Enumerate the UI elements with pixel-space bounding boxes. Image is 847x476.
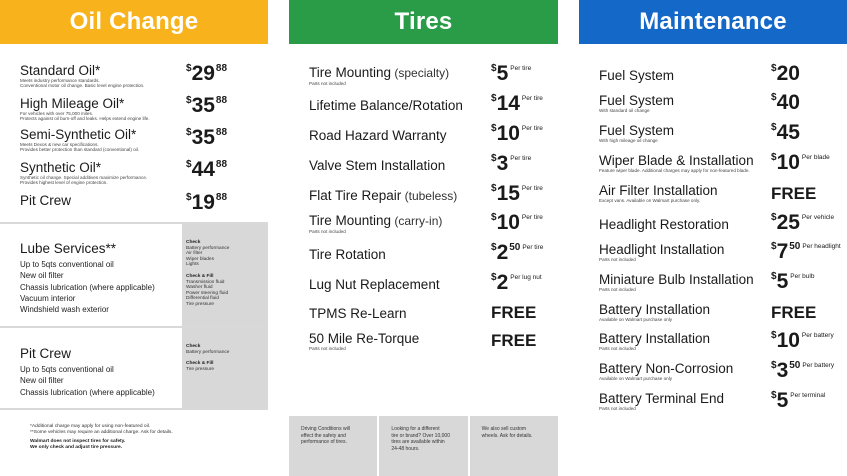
price-unit: Per headlight <box>802 243 841 250</box>
price-free: FREE <box>771 184 817 203</box>
price-dollars: 35 <box>191 94 215 117</box>
price-unit: Per tire <box>510 65 532 72</box>
price-standard-oil <box>186 63 227 84</box>
price-air-filter-installation <box>771 185 816 203</box>
package-line: Chassis lubrication (where applicable) <box>20 387 155 397</box>
check-item: Wiper blades <box>186 256 214 262</box>
price-dollars: 2 <box>496 271 509 294</box>
price-cents: 50 <box>789 360 801 371</box>
price-unit: Per battery <box>802 362 835 369</box>
pit-crew-list <box>20 346 170 398</box>
service-name: Lug Nut Replacement <box>309 277 440 292</box>
tires-header: Tires <box>289 0 558 44</box>
oil-footnotes <box>30 424 260 451</box>
note-line: tires are available within <box>391 439 445 446</box>
package-line: Up to 5qts conventional oil <box>20 365 114 374</box>
currency-symbol: $ <box>491 93 497 104</box>
price-unit: Per blade <box>801 154 830 161</box>
lube-services-list <box>20 241 170 315</box>
price-unit: Per vehicle <box>801 214 835 221</box>
service-desc: Except vans. Available on Walmart purchase only. <box>599 198 701 203</box>
price-battery-terminal-end <box>771 390 825 411</box>
tires-footer-note <box>379 416 467 476</box>
price-50-mile-re-torque <box>491 332 536 350</box>
footnote-bold: We only check and adjust tire pressure. <box>30 445 123 450</box>
currency-symbol: $ <box>771 152 777 163</box>
service-desc: Parts not included <box>599 406 636 411</box>
oil-change-header: Oil Change <box>0 0 268 44</box>
service-desc: Parts not included <box>599 346 636 351</box>
service-name: Fuel System <box>599 93 675 108</box>
price-dollars: 2 <box>496 241 509 264</box>
service-desc: Protects against oil burn-off and leaks. Helps extend engine life. <box>20 116 150 122</box>
price-unit: Per lug nut <box>510 274 542 281</box>
price-miniature-bulb-installation <box>771 271 814 292</box>
note-line: tire or brand? Over 10,000 <box>391 432 450 439</box>
price-lug-nut-replacement <box>491 272 542 293</box>
price-unit: Per battery <box>801 332 834 339</box>
service-name: Battery Installation <box>599 331 711 346</box>
fill-item: Washer fluid <box>186 285 213 291</box>
service-desc: Conventional motor oil change. Basic level engine protection. <box>20 83 145 89</box>
service-name: Tire Rotation <box>309 247 386 262</box>
note-line: Looking for a different <box>391 426 440 432</box>
service-name: Battery Installation <box>599 302 711 317</box>
note-line: Driving Conditions will <box>301 426 350 432</box>
service-name: Fuel System <box>599 68 675 83</box>
currency-symbol: $ <box>491 183 497 194</box>
lube-check-panel <box>182 224 268 326</box>
price-dollars: 10 <box>776 329 800 352</box>
price-free: FREE <box>771 303 817 322</box>
oil-change-column <box>0 0 268 476</box>
footnote: **Some vehicles may require an additional charge. Ask for details. <box>30 430 173 435</box>
check-item: Lights <box>186 262 199 268</box>
service-desc: Available on Walmart purchase only <box>599 317 673 322</box>
price-dollars: 45 <box>776 121 800 144</box>
service-desc: For vehicles with over 75,000 miles. <box>20 111 94 116</box>
service-name: Headlight Restoration <box>599 217 729 232</box>
service-name: Semi-Synthetic Oil* <box>20 127 137 142</box>
price-cents: 88 <box>215 95 228 106</box>
price-dollars: 10 <box>496 211 520 234</box>
currency-symbol: $ <box>491 272 497 283</box>
price-dollars: 29 <box>191 62 215 85</box>
service-name: Wiper Blade & Installation <box>599 153 754 168</box>
price-unit: Per tire <box>521 214 543 221</box>
lube-services-package <box>0 224 268 326</box>
price-fuel-system-high-mileage <box>771 122 800 143</box>
price-dollars: 20 <box>776 62 800 85</box>
price-dollars: 15 <box>496 182 520 205</box>
price-dollars: 25 <box>776 211 800 234</box>
footnote-bold: Walmart does not inspect tires for safety. <box>30 439 126 444</box>
price-pit-crew <box>186 192 227 213</box>
price-unit: Per tire <box>521 185 543 192</box>
service-desc: Provides better protection than standard (conventional) oil. <box>20 147 139 153</box>
tires-column <box>289 0 558 476</box>
service-desc: Synthetic oil change. Special additives maximize performance. <box>20 175 148 180</box>
check-item: Battery performance <box>186 349 230 355</box>
price-cents: 50 <box>789 241 801 252</box>
currency-symbol: $ <box>771 330 777 341</box>
package-title: Lube Services** <box>20 241 117 256</box>
currency-symbol: $ <box>186 159 192 170</box>
price-unit: Per tire <box>521 125 543 132</box>
currency-symbol: $ <box>491 63 497 74</box>
service-desc: Parts not included <box>309 229 346 234</box>
price-battery-installation <box>771 330 834 351</box>
price-tire-rotation <box>491 242 543 263</box>
check-heading: Check <box>186 240 201 245</box>
service-name: TPMS Re-Learn <box>309 306 407 321</box>
price-unit: Per tire <box>522 244 544 251</box>
price-free: FREE <box>491 303 537 322</box>
price-cents: 88 <box>215 63 228 74</box>
currency-symbol: $ <box>491 153 497 164</box>
divider <box>0 408 268 410</box>
price-fuel-system-standard <box>771 92 800 113</box>
price-tire-mounting-carry-in <box>491 212 543 233</box>
fill-item: Transmission fluid <box>186 279 225 285</box>
currency-symbol: $ <box>186 95 192 106</box>
price-tpms-re-learn <box>491 304 536 322</box>
service-desc: Meets Dexos & new car specifications. <box>20 142 99 147</box>
price-dollars: 10 <box>776 151 800 174</box>
service-name: 50 Mile Re-Torque <box>309 331 420 346</box>
currency-symbol: $ <box>771 241 777 252</box>
price-wiper-blade-installation <box>771 152 830 173</box>
price-valve-stem-installation <box>491 153 531 174</box>
service-name: Headlight Installation <box>599 242 725 257</box>
service-name-text: Tire Mounting <box>309 65 392 80</box>
price-cents: 88 <box>215 192 228 203</box>
currency-symbol: $ <box>491 123 497 134</box>
footnote: *Additional charge may apply for using non-featured oil. <box>30 424 151 429</box>
price-high-mileage-oil <box>186 95 227 116</box>
service-name: High Mileage Oil* <box>20 96 125 111</box>
service-name: Fuel System <box>599 123 675 138</box>
service-desc: Meets industry performance standards. <box>20 78 100 83</box>
fill-item: Power steering fluid <box>186 290 229 296</box>
currency-symbol: $ <box>771 92 777 103</box>
service-desc: With standard oil change <box>599 108 650 113</box>
package-line: New oil filter <box>20 376 64 386</box>
price-dollars: 40 <box>776 91 800 114</box>
service-fuel-system-standard <box>599 93 837 113</box>
price-unit: Per terminal <box>790 392 826 399</box>
note-line: performance of tires. <box>301 439 347 446</box>
price-dollars: 5 <box>776 270 789 293</box>
service-desc: Parts not included <box>309 81 346 86</box>
check-fill-heading: Check & Fill <box>186 361 214 367</box>
service-name-text: Tire Mounting <box>309 213 392 228</box>
service-fuel-system-high-mileage <box>599 123 837 143</box>
service-name: Synthetic Oil* <box>20 160 102 175</box>
price-tire-mounting-specialty <box>491 63 531 84</box>
currency-symbol: $ <box>186 192 192 203</box>
price-dollars: 5 <box>776 389 789 412</box>
price-dollars: 3 <box>496 152 509 175</box>
currency-symbol: $ <box>186 127 192 138</box>
service-desc: With high mileage oil change <box>599 138 658 143</box>
service-name: Road Hazard Warranty <box>309 128 447 143</box>
service-desc: Available on Walmart purchase only <box>599 376 673 381</box>
fill-item: Differential fluid <box>186 296 219 302</box>
price-cents: 50 <box>509 242 521 253</box>
service-qualifier: (tubeless) <box>401 189 458 203</box>
price-synthetic-oil <box>186 159 227 180</box>
currency-symbol: $ <box>771 360 777 371</box>
service-name: Valve Stem Installation <box>309 158 446 173</box>
check-heading: Check <box>186 344 201 349</box>
service-name: Miniature Bulb Installation <box>599 272 754 287</box>
currency-symbol: $ <box>186 63 192 74</box>
package-line: New oil filter <box>20 271 64 281</box>
package-line: Vacuum interior <box>20 293 76 303</box>
service-fuel-system <box>599 68 837 83</box>
service-qualifier: (specialty) <box>391 66 450 80</box>
package-line: Chassis lubrication (where applicable) <box>20 282 155 292</box>
currency-symbol: $ <box>771 122 777 133</box>
check-item: Air filter <box>186 251 203 257</box>
price-battery-non-corrosion <box>771 360 834 381</box>
tires-footer-note <box>470 416 558 476</box>
maintenance-header: Maintenance <box>579 0 847 44</box>
package-title: Pit Crew <box>20 346 72 361</box>
note-line: wheels. Ask for details. <box>481 432 533 439</box>
price-dollars: 35 <box>191 126 215 149</box>
service-name: Pit Crew <box>20 193 72 208</box>
price-dollars: 7 <box>776 240 789 263</box>
fill-item: Tire pressure <box>186 366 215 372</box>
price-semi-synthetic-oil <box>186 127 227 148</box>
price-cents: 88 <box>215 127 228 138</box>
price-dollars: 14 <box>496 92 520 115</box>
currency-symbol: $ <box>491 212 497 223</box>
price-headlight-installation <box>771 241 841 262</box>
check-fill-heading: Check & Fill <box>186 273 214 279</box>
service-qualifier: (carry-in) <box>391 214 443 228</box>
note-line: We also sell custom <box>481 426 527 432</box>
package-line: Up to 5qts conventional oil <box>20 260 114 269</box>
service-name: Standard Oil* <box>20 63 101 78</box>
package-line: Windshield wash exterior <box>20 305 109 315</box>
service-desc: Parts not included <box>599 257 636 262</box>
price-dollars: 44 <box>191 158 215 181</box>
fill-item: Tire pressure <box>186 301 215 307</box>
price-cents: 88 <box>215 159 228 170</box>
price-dollars: 19 <box>191 191 215 214</box>
service-desc: Feature wiper blade. Additional charges may apply for non-featured blade. <box>599 168 750 173</box>
maintenance-column <box>579 0 847 476</box>
price-dollars: 3 <box>776 359 789 382</box>
tires-footer-note <box>289 416 377 476</box>
price-dollars: 10 <box>496 122 520 145</box>
pit-crew-check-panel <box>182 328 268 408</box>
service-name: Battery Non-Corrosion <box>599 361 734 376</box>
currency-symbol: $ <box>491 242 497 253</box>
price-headlight-restoration <box>771 212 834 233</box>
note-line: effect the safety and <box>301 432 346 439</box>
price-unit: Per bulb <box>790 273 815 280</box>
price-dollars: 5 <box>496 62 509 85</box>
price-fuel-system <box>771 63 800 84</box>
price-lifetime-balance-rotation <box>491 93 543 114</box>
service-desc: Parts not included <box>309 346 346 351</box>
currency-symbol: $ <box>771 212 777 223</box>
service-desc: Parts not included <box>599 287 636 292</box>
pit-crew-package <box>0 328 268 408</box>
note-line: 24-48 hours. <box>391 445 420 452</box>
tires-footer <box>289 416 558 476</box>
service-name: Battery Terminal End <box>599 391 725 406</box>
service-name-text: Flat Tire Repair <box>309 188 402 203</box>
price-flat-tire-repair <box>491 183 543 204</box>
price-unit: Per tire <box>521 95 543 102</box>
price-unit: Per tire <box>510 155 532 162</box>
service-name: Lifetime Balance/Rotation <box>309 98 463 113</box>
service-desc: Provides highest level of engine protection. <box>20 180 108 186</box>
price-road-hazard-warranty <box>491 123 543 144</box>
price-free: FREE <box>491 331 537 350</box>
check-item: Battery performance <box>186 245 230 251</box>
service-name: Air Filter Installation <box>599 183 718 198</box>
price-battery-installation-free <box>771 304 816 322</box>
currency-symbol: $ <box>771 271 777 282</box>
currency-symbol: $ <box>771 63 777 74</box>
currency-symbol: $ <box>771 390 777 401</box>
